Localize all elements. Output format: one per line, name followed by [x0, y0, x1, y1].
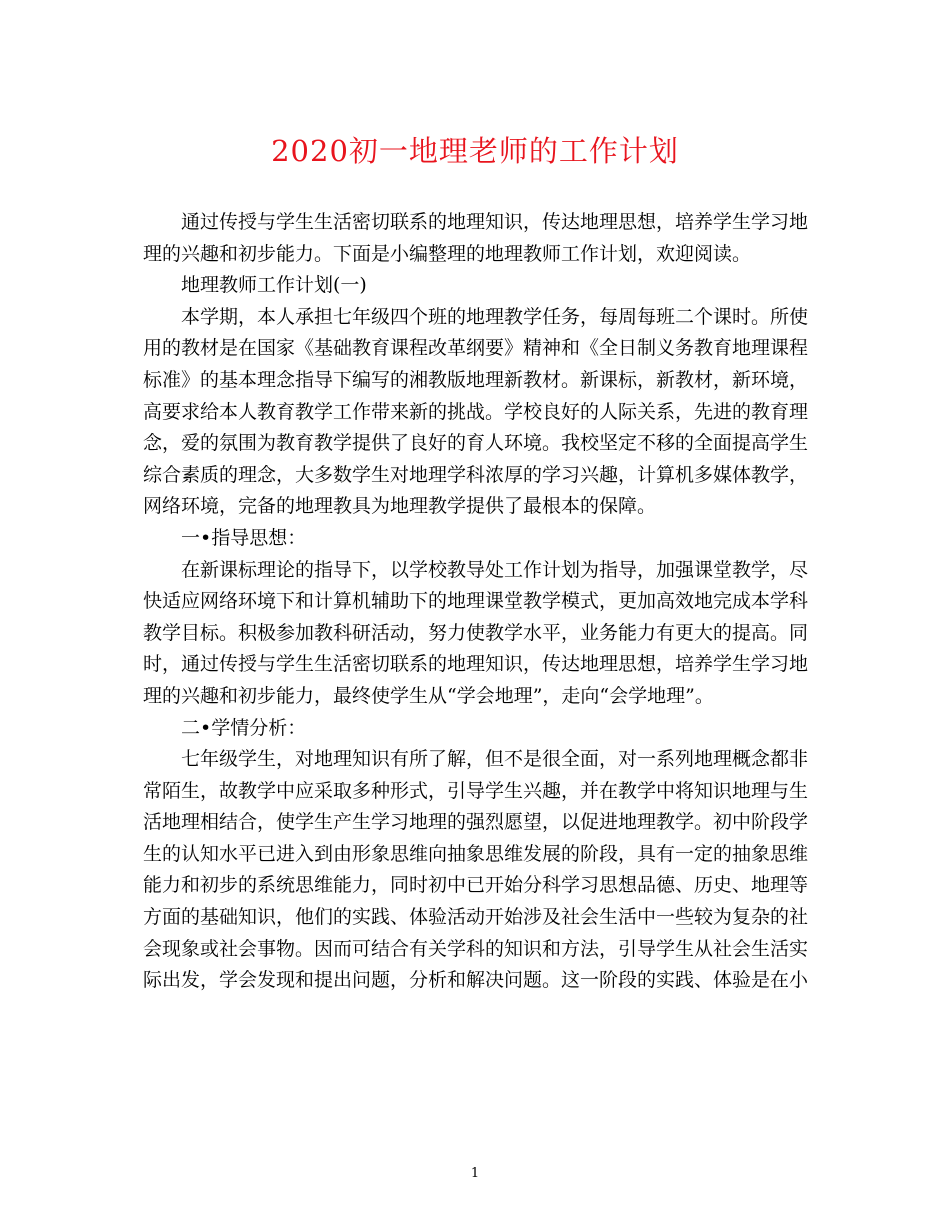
intro-paragraph: 通过传授与学生生活密切联系的地理知识，传达地理思想，培养学生学习地理的兴趣和初步能力。下面是小编整理的地理教师工作计划，欢迎阅读。 — [143, 211, 809, 265]
section-heading-student-analysis: 二•学情分析： — [181, 716, 307, 739]
document-body — [143, 207, 808, 997]
student-analysis-paragraph: 七年级学生，对地理知识有所了解，但不是很全面，对一系列地理概念都非常陌生，故教学中应采取多种形式，引导学生兴趣，并在教学中将知识地理与生活地理相结合，使学生产生学习地理的强烈愿望，以促进地理教学。初中阶段学生的认知水平已进入到由形象思维向抽象思维发展的阶段，具有一定的抽象思维能力和初步的系统思维能力，同时初中已开始分科学习思想品德、历史、地理等方面的基础知识，他们的实践、体验活动开始涉及社会生活中一些较为复杂的社会现象或社会事物。因而可结合有关学科的知识和方法，引导学生从社会生活实际出发，学会发现和提出问题，分析和解决问题。这一阶段的实践、体验是在小 — [143, 748, 809, 992]
section-heading-guiding-ideology: 一•指导思想： — [181, 526, 307, 549]
plan-heading: 地理教师工作计划(一) — [181, 274, 367, 297]
guiding-ideology-paragraph: 在新课标理论的指导下，以学校教导处工作计划为指导，加强课堂教学，尽快适应网络环境下和计算机辅助下的地理课堂教学模式，更加高效地完成本学科教学目标。积极参加教科研活动，努力使教学水平，业务能力有更大的提高。同时，通过传授与学生生活密切联系的地理知识，传达地理思想，培养学生学习地理的兴趣和初步能力，最终使学生从“学会地理”，走向“会学地理”。 — [143, 558, 809, 707]
overview-paragraph: 本学期，本人承担七年级四个班的地理教学任务，每周每班二个课时。所使用的教材是在国家《基础教育课程改革纲要》精神和《全日制义务教育地理课程标准》的基本理念指导下编写的湘教版地理新教材。新课标，新教材，新环境，高要求给本人教育教学工作带来新的挑战。学校良好的人际关系，先进的教育理念，爱的氛围为教育教学提供了良好的育人环境。我校坚定不移的全面提高学生综合素质的理念，大多数学生对地理学科浓厚的学习兴趣，计算机多媒体教学，网络环境，完备的地理教具为地理教学提供了最根本的保障。 — [143, 305, 809, 518]
document-title: 2020初一地理老师的工作计划 — [271, 134, 679, 168]
page-number: 1 — [470, 1166, 480, 1181]
